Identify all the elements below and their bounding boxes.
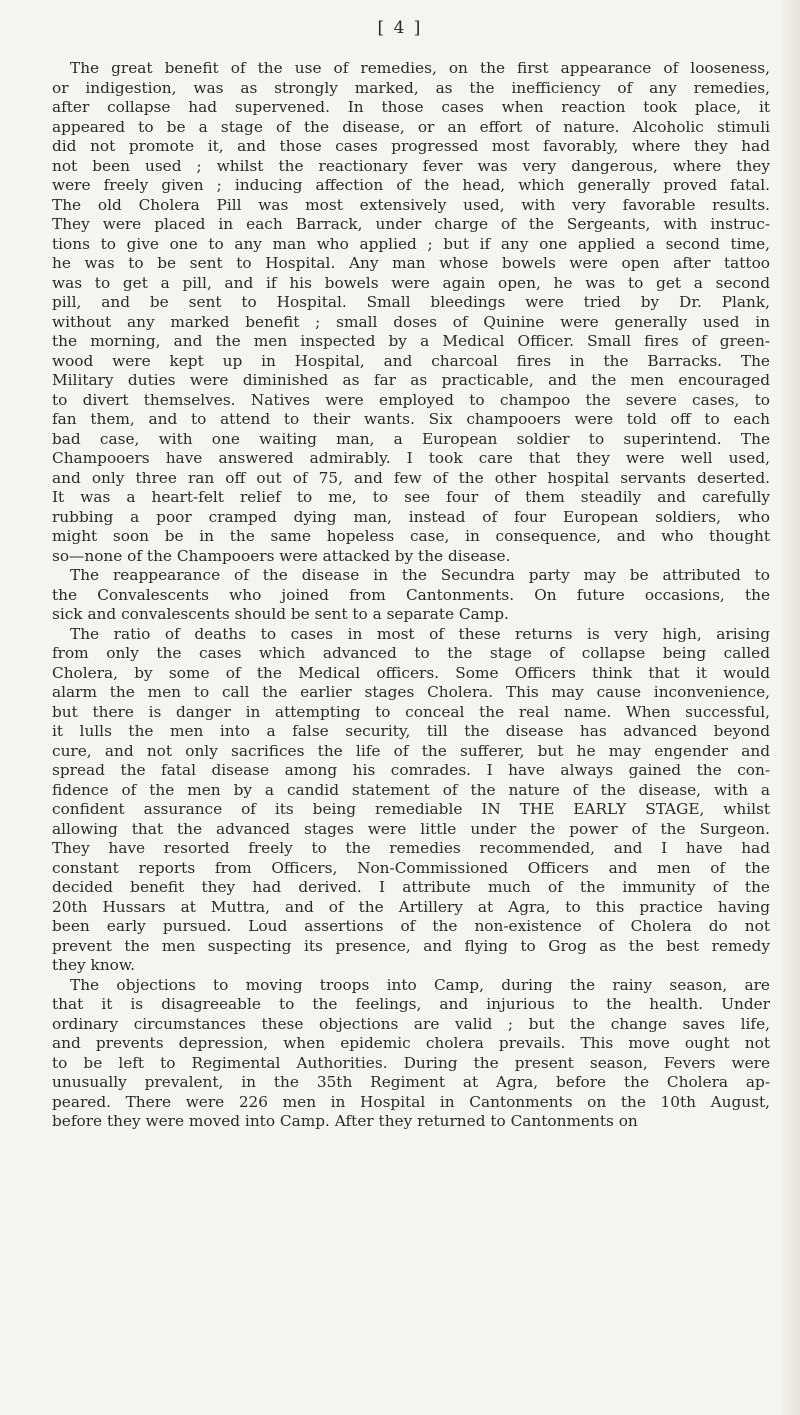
text-line: fidence of the men by a candid statement of the nature of the disease, with a xyxy=(52,780,770,799)
paragraph xyxy=(52,625,770,976)
text-line: to divert themselves. Natives were employed to champoo the severe cases, to xyxy=(52,390,770,409)
text-line: so—none of the Champooers were attacked by the disease. xyxy=(52,546,511,565)
text-line: or indigestion, was as strongly marked, as the inefficiency of any remedies, xyxy=(52,78,770,97)
text-line: The old Cholera Pill was most extensively used, with very favorable results. xyxy=(52,195,770,214)
text-line: ordinary circumstances these objections are valid ; but the change saves life, xyxy=(52,1014,770,1033)
text-line: the morning, and the men inspected by a Medical Officer. Small fires of green- xyxy=(52,332,770,350)
text-line: it lulls the men into a false security, till the disease has advanced beyond xyxy=(52,722,770,740)
paragraph xyxy=(52,59,770,566)
text-line: decided benefit they had derived. I attribute much of the immunity of the xyxy=(52,878,770,896)
text-line: appeared to be a stage of the disease, or an effort of nature. Alcoholic stimuli xyxy=(52,117,770,136)
text-line: cure, and not only sacrifices the life of the sufferer, but he may engender and xyxy=(52,741,770,760)
text-line: might soon be in the same hopeless case, in consequence, and who thought xyxy=(52,527,770,545)
text-line: wood were kept up in Hospital, and charcoal fires in the Barracks. The xyxy=(52,351,770,370)
text-line: prevent the men suspecting its presence, and flying to Grog as the best remedy xyxy=(52,936,770,955)
text-line: The great benefit of the use of remedies, on the first appearance of looseness, xyxy=(70,59,770,77)
text-line: peared. There were 226 men in Hospital in Cantonments on the 10th August, xyxy=(52,1092,770,1111)
text-line: The reappearance of the disease in the Secundra party may be attributed to xyxy=(70,566,770,584)
text-line: was to get a pill, and if his bowels were again open, he was to get a second xyxy=(52,273,770,292)
text-line: from only the cases which advanced to the stage of collapse being called xyxy=(52,644,770,662)
page-edge-shadow xyxy=(780,0,800,1415)
text-line: It was a heart-felt relief to me, to see four of them steadily and carefully xyxy=(52,488,770,506)
text-line: constant reports from Officers, Non-Commissioned Officers and men of the xyxy=(52,858,770,877)
text-line: sick and convalescents should be sent to a separate Camp. xyxy=(52,605,509,623)
text-line: but there is danger in attempting to conceal the real name. When successful, xyxy=(52,702,770,721)
text-line: tions to give one to any man who applied ; but if any one applied a second time, xyxy=(52,234,770,253)
paragraph xyxy=(52,566,770,625)
text-line: Cholera, by some of the Medical officers. Some Officers think that it would xyxy=(52,663,770,682)
text-line: he was to be sent to Hospital. Any man whose bowels were open after tattoo xyxy=(52,254,770,272)
text-line: fan them, and to attend to their wants. Six champooers were told off to each xyxy=(52,410,770,428)
page-number: [ 4 ] xyxy=(377,18,423,38)
text-line: They were placed in each Barrack, under charge of the Sergeants, with instruc- xyxy=(52,215,770,233)
paragraph xyxy=(52,976,770,1132)
text-line: before they were moved into Camp. After they returned to Cantonments on xyxy=(52,1112,638,1130)
text-line: unusually prevalent, in the 35th Regiment at Agra, before the Cholera ap- xyxy=(52,1073,770,1091)
text-line: The objections to moving troops into Camp, during the rainy season, are xyxy=(70,975,770,994)
text-line: to be left to Regimental Authorities. During the present season, Fevers were xyxy=(52,1053,770,1072)
text-line: and prevents depression, when epidemic cholera prevails. This move ought not xyxy=(52,1034,770,1052)
text-line: that it is disagreeable to the feelings, and injurious to the health. Under xyxy=(52,995,770,1013)
text-line: without any marked benefit ; small doses of Quinine were generally used in xyxy=(52,312,770,331)
text-line: Champooers have answered admirably. I took care that they were well used, xyxy=(52,449,770,467)
text-line: and only three ran off out of 75, and few of the other hospital servants deserted. xyxy=(52,468,770,487)
text-line: Military duties were diminished as far as practicable, and the men encouraged xyxy=(52,371,770,389)
text-line: been early pursued. Loud assertions of the non-existence of Cholera do not xyxy=(52,917,770,935)
text-line: The ratio of deaths to cases in most of these returns is very high, arising xyxy=(70,624,770,643)
text-line: allowing that the advanced stages were little under the power of the Surgeon. xyxy=(52,819,770,838)
text-line: were freely given ; inducing affection of the head, which generally proved fatal. xyxy=(52,176,770,194)
text-line: They have resorted freely to the remedies recommended, and I have had xyxy=(52,839,770,857)
text-line: pill, and be sent to Hospital. Small bleedings were tried by Dr. Plank, xyxy=(52,293,770,311)
text-line: 20th Hussars at Muttra, and of the Artillery at Agra, to this practice having xyxy=(52,897,770,916)
text-line: confident assurance of its being remediable IN THE EARLY STAGE, whilst xyxy=(52,800,770,818)
text-line: they know. xyxy=(52,956,136,974)
text-line: alarm the men to call the earlier stages Cholera. This may cause inconvenience, xyxy=(52,683,770,701)
text-line: not been used ; whilst the reactionary fever was very dangerous, where they xyxy=(52,156,770,175)
text-line: did not promote it, and those cases progressed most favorably, where they had xyxy=(52,137,770,155)
text-line: after collapse had supervened. In those cases when reaction took place, it xyxy=(52,98,770,116)
text-line: spread the fatal disease among his comrades. I have always gained the con- xyxy=(52,761,770,779)
text-line: rubbing a poor cramped dying man, instead of four European soldiers, who xyxy=(52,507,770,526)
text-line: bad case, with one waiting man, a European soldier to superintend. The xyxy=(52,429,770,448)
text-line: the Convalescents who joined from Cantonments. On future occasions, the xyxy=(52,585,770,604)
body-text xyxy=(52,59,770,1132)
